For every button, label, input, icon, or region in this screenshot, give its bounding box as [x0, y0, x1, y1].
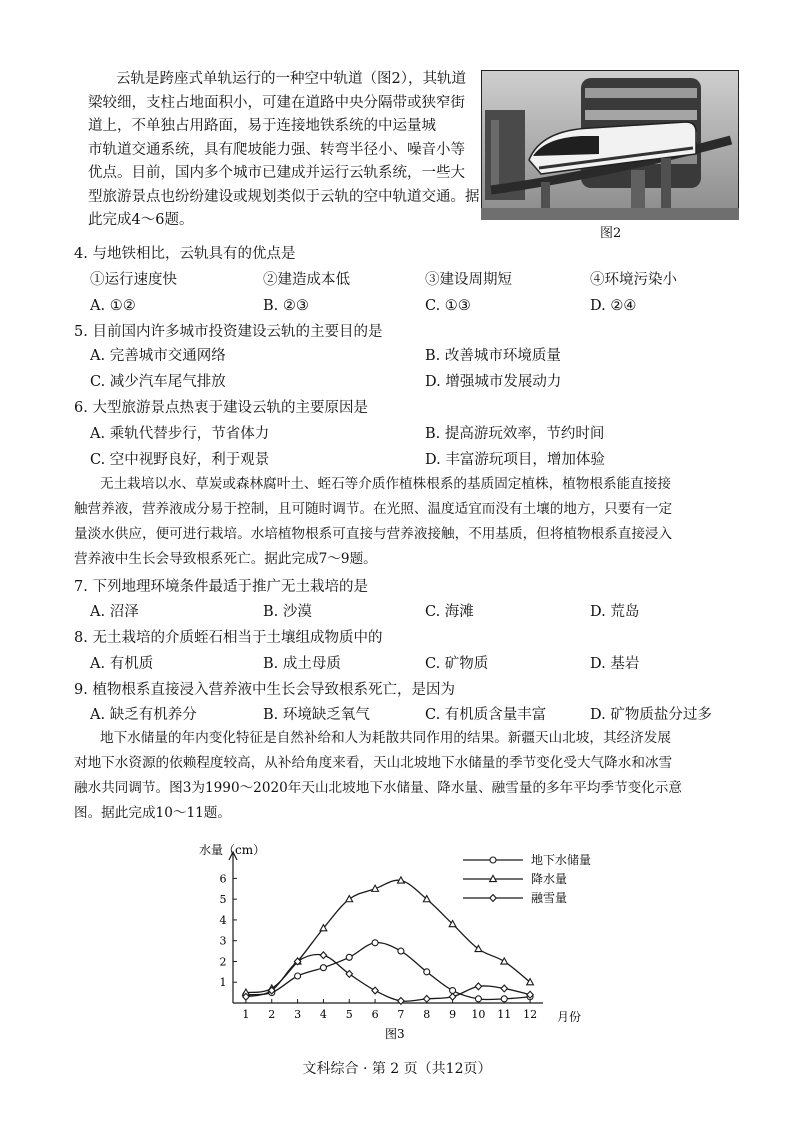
question-8-stem: 8. 无土栽培的介质蛭石相当于土壤组成物质中的 [74, 630, 383, 646]
x-tick-label: 7 [397, 1008, 405, 1021]
intro2-line: 触营养液，营养液成分易于控制，且可随时调节。在光照、温度适宜而没有土壤的地方，只要有一定 [74, 501, 673, 517]
y-tick-label: 4 [219, 913, 227, 927]
intro3-line: 融水共同调节。图3为1990～2020年天山北坡地下水储量、降水量、融雪量的多年平均季节变化示意 [74, 780, 682, 796]
x-tick-label: 2 [268, 1008, 276, 1021]
x-tick-label: 10 [471, 1008, 486, 1021]
q4-option-b[interactable]: B. ②③ [263, 298, 309, 314]
figure-3-chart [195, 838, 625, 1048]
question-7-stem: 7. 下列地理环境条件最适于推广无土栽培的是 [74, 579, 368, 595]
intro1-line: 优点。目前，国内多个城市已建成并运行云轨系统，一些大 [88, 165, 465, 181]
series-3-line [246, 954, 530, 1001]
y-tick-label: 6 [219, 872, 227, 886]
intro1-line: 云轨是跨座式单轨运行的一种空中轨道（图2），其轨道 [116, 71, 466, 87]
series-1-point [346, 954, 352, 960]
q6-option-a[interactable]: A. 乘轨代替步行，节省体力 [90, 426, 270, 442]
series-2-line [246, 880, 530, 992]
intro1-line: 道上，不单独占用路面，易于连接地铁系统的中运量城 [88, 118, 436, 134]
intro2-line: 营养液中生长会导致根系死亡。据此完成7～9题。 [74, 551, 377, 567]
q4-option-c[interactable]: C. ①③ [425, 298, 471, 314]
series-3-point [449, 993, 455, 1000]
intro1-line: 梁较细，支柱占地面积小，可建在道路中央分隔带或狭窄街 [88, 94, 465, 111]
legend-label: 融雪量 [531, 891, 568, 905]
q7-option-d[interactable]: D. 荒岛 [590, 604, 640, 620]
q4-option-d[interactable]: D. ②④ [590, 298, 637, 314]
x-tick-label: 9 [449, 1008, 457, 1021]
y-tick-label: 1 [219, 976, 227, 990]
q6-option-c[interactable]: C. 空中视野良好，利于观景 [90, 452, 270, 468]
chart-xlabel: 月份 [557, 1010, 582, 1024]
x-tick-label: 1 [242, 1008, 250, 1021]
question-6-stem: 6. 大型旅游景点热衷于建设云轨的主要原因是 [74, 400, 368, 416]
intro3-line: 对地下水资源的依赖程度较高，从补给角度来看，天山北坡地下水储量的季节变化受大气降水和冰雪 [74, 755, 673, 771]
q4-item: ③建设周期短 [425, 272, 512, 288]
series-1-point [501, 996, 507, 1002]
series-3-point [424, 995, 430, 1002]
series-1-point [295, 973, 301, 979]
series-1-point [372, 940, 378, 946]
chart-ylabel: 水量（cm） [199, 843, 266, 857]
series-3-point [320, 952, 326, 959]
intro2-line: 量淡水供应，便可进行栽培。水培植物根系可直接与营养液接触，不用基质，但将植物根系直接浸入 [74, 526, 673, 542]
q9-option-b[interactable]: B. 环境缺乏氧气 [263, 707, 370, 723]
q8-option-a[interactable]: A. 有机质 [90, 656, 154, 672]
series-2-point [501, 958, 508, 964]
y-tick-label: 3 [219, 934, 227, 948]
intro1-line: 市轨道交通系统，具有爬坡能力强、转弯半径小、噪音小等 [88, 141, 465, 158]
q7-option-a[interactable]: A. 沼泽 [90, 604, 139, 620]
y-tick-label: 2 [219, 955, 227, 969]
intro-paragraph-3 [74, 727, 754, 827]
monorail-photo [481, 70, 739, 220]
q5-option-b[interactable]: B. 改善城市环境质量 [425, 348, 561, 364]
series-1-point [320, 965, 326, 971]
series-3-point [475, 983, 481, 990]
question-4-stem: 4. 与地铁相比，云轨具有的优点是 [74, 246, 296, 262]
y-tick-label: 5 [219, 893, 227, 907]
series-1-point [424, 969, 430, 975]
q4-item: ④环境污染小 [590, 272, 677, 288]
question-5-stem: 5. 目前国内许多城市投资建设云轨的主要目的是 [74, 324, 383, 340]
chart-legend [463, 852, 591, 905]
series-1-point [475, 996, 481, 1002]
series-3-point [501, 985, 507, 992]
q5-option-d[interactable]: D. 增强城市发展动力 [425, 374, 562, 390]
series-2-point [346, 896, 353, 902]
q7-option-c[interactable]: C. 海滩 [425, 604, 474, 620]
intro1-line: 型旅游景点也纷纷建设或规划类似于云轨的空中轨道交通。据 [88, 188, 480, 205]
q9-option-c[interactable]: C. 有机质含量丰富 [425, 707, 547, 723]
figure-2-caption: 图2 [600, 226, 622, 241]
q8-option-b[interactable]: B. 成土母质 [263, 656, 341, 672]
x-tick-label: 6 [371, 1008, 379, 1021]
q5-option-a[interactable]: A. 完善城市交通网络 [90, 348, 226, 364]
intro2-line: 无土栽培以水、草炭或森林腐叶土、蛭石等介质作植株根系的基质固定植株，植物根系能直接接 [100, 476, 671, 492]
series-3-point [372, 987, 378, 994]
q4-item: ①运行速度快 [90, 272, 177, 288]
q4-item: ②建造成本低 [263, 272, 350, 288]
q8-option-c[interactable]: C. 矿物质 [425, 656, 489, 672]
intro3-line: 图。据此完成10～11题。 [74, 805, 231, 821]
q6-option-d[interactable]: D. 丰富游玩项目，增加体验 [425, 452, 605, 468]
x-tick-label: 5 [345, 1008, 353, 1021]
legend-label: 降水量 [531, 872, 568, 886]
x-tick-label: 3 [294, 1008, 302, 1021]
intro3-line: 地下水储量的年内变化特征是自然补给和人为耗散共同作用的结果。新疆天山北坡，其经济发展 [100, 730, 671, 746]
intro-paragraph-2 [74, 473, 754, 573]
q5-option-c[interactable]: C. 减少汽车尾气排放 [90, 374, 226, 390]
q8-option-d[interactable]: D. 基岩 [590, 656, 640, 672]
legend-swatch-marker [490, 895, 496, 902]
x-tick-label: 4 [319, 1008, 327, 1021]
q7-option-b[interactable]: B. 沙漠 [263, 604, 312, 620]
legend-label: 地下水储量 [531, 853, 592, 867]
q6-option-b[interactable]: B. 提高游玩效率，节约时间 [425, 426, 605, 442]
q9-option-d[interactable]: D. 矿物质盐分过多 [590, 707, 712, 723]
q9-option-a[interactable]: A. 缺乏有机养分 [90, 707, 197, 723]
chart-caption: 图3 [385, 1027, 405, 1041]
legend-swatch-marker [490, 857, 496, 863]
intro1-line: 此完成4～6题。 [88, 212, 194, 228]
intro-paragraph-1 [88, 68, 480, 233]
question-9-stem: 9. 植物根系直接浸入营养液中生长会导致根系死亡，是因为 [74, 682, 455, 698]
x-tick-label: 8 [423, 1008, 431, 1021]
x-tick-label: 11 [497, 1008, 512, 1021]
q4-option-a[interactable]: A. ①② [90, 298, 136, 314]
x-tick-label: 12 [523, 1008, 538, 1021]
series-1-point [398, 948, 404, 954]
page-footer: 文科综合 · 第 2 页（共12页） [302, 1061, 492, 1077]
